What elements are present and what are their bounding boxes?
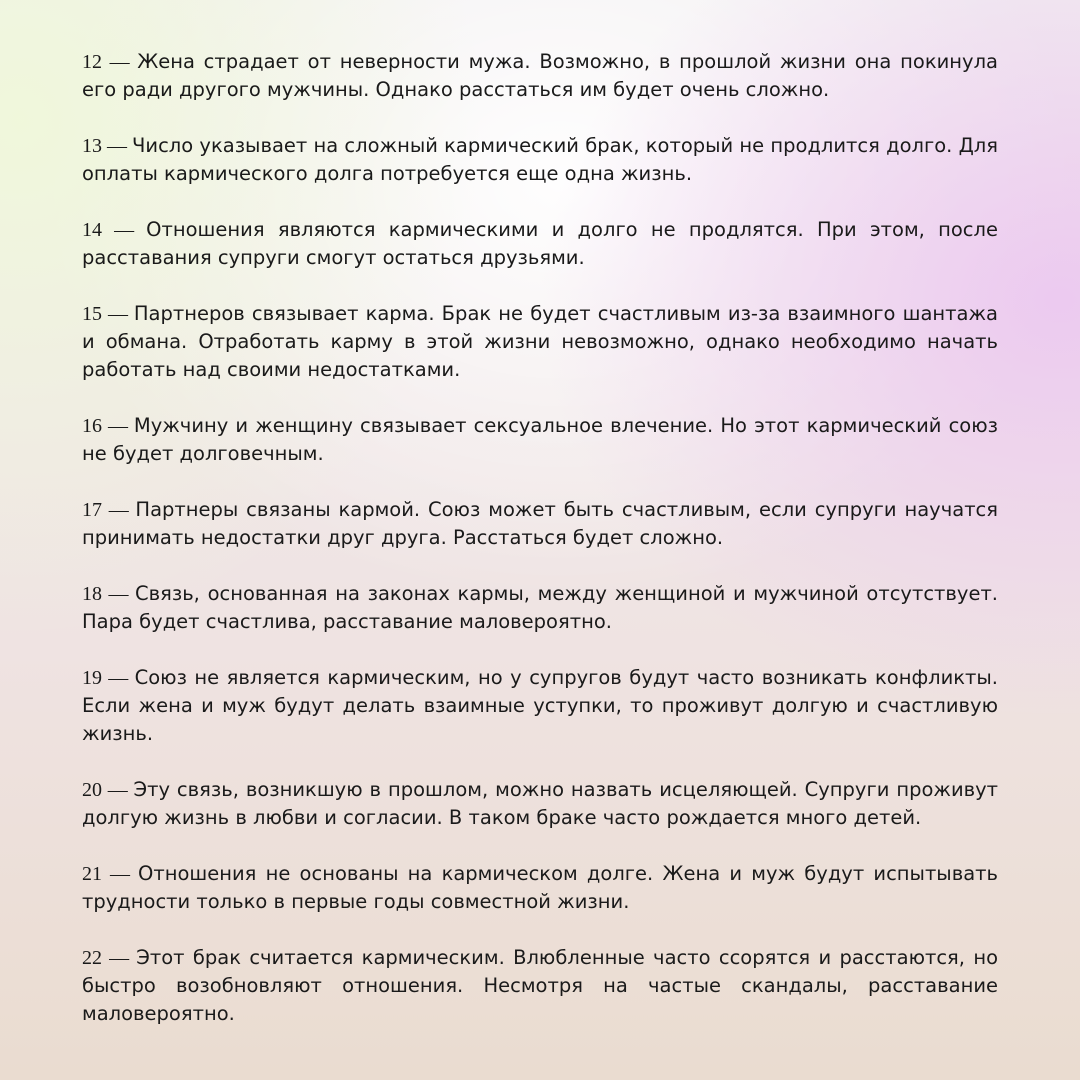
entry-dash: — bbox=[102, 779, 134, 801]
entry-18 bbox=[82, 580, 998, 636]
entry-dash: — bbox=[102, 51, 138, 73]
entry-dash: — bbox=[102, 863, 139, 885]
entry-number: 21 bbox=[82, 863, 102, 885]
entry-number: 19 bbox=[82, 667, 102, 689]
entry-dash: — bbox=[102, 667, 135, 689]
entry-dash: — bbox=[102, 947, 137, 969]
entry-17 bbox=[82, 496, 998, 552]
entry-22 bbox=[82, 944, 998, 1028]
entry-12 bbox=[82, 48, 998, 104]
entry-number: 17 bbox=[82, 499, 102, 521]
entry-13 bbox=[82, 132, 998, 188]
entry-text: Партнеры связаны кармой. Союз может быть счастливым, если супруги научатся принимать недостатки друг друга. Расстаться будет сложно. bbox=[82, 498, 999, 549]
entry-text: Отношения не основаны на кармическом долге. Жена и муж будут испытывать трудности только в первые годы совместной жизни. bbox=[82, 862, 999, 913]
entry-20 bbox=[82, 776, 998, 832]
entry-number: 20 bbox=[82, 779, 102, 801]
entry-21 bbox=[82, 860, 998, 916]
entry-15 bbox=[82, 300, 998, 384]
entry-text: Отношения являются кармическими и долго не продлятся. При этом, после расставания супруги смогут остаться друзьями. bbox=[82, 218, 998, 269]
entry-text: Мужчину и женщину связывает сексуальное влечение. Но этот кармический союз не будет долговечным. bbox=[82, 414, 998, 465]
entry-text: Число указывает на сложный кармический брак, который не продлится долго. Для оплаты кармического долга потребуется еще одна жизнь. bbox=[82, 134, 998, 185]
document-body bbox=[82, 48, 998, 1056]
entry-16 bbox=[82, 412, 998, 468]
entry-dash: — bbox=[102, 219, 147, 241]
entry-number: 14 bbox=[82, 219, 102, 241]
entry-dash: — bbox=[102, 415, 134, 437]
entry-dash: — bbox=[102, 303, 134, 325]
entry-14 bbox=[82, 216, 998, 272]
entry-dash: — bbox=[102, 135, 133, 157]
entry-number: 18 bbox=[82, 583, 102, 605]
entry-number: 15 bbox=[82, 303, 102, 325]
entry-dash: — bbox=[102, 583, 135, 605]
entry-text: Этот брак считается кармическим. Влюбленные часто ссорятся и расстаются, но быстро возобновляют отношения. Несмотря на частые скандалы, расставание маловероятно. bbox=[82, 946, 998, 1025]
entry-number: 13 bbox=[82, 135, 102, 157]
entry-text: Партнеров связывает карма. Брак не будет счастливым из-за взаимного шантажа и обмана. Отработать карму в этой жизни невозможно, однако необходимо начать работать над своими недостатками. bbox=[82, 302, 998, 381]
entry-text: Жена страдает от неверности мужа. Возможно, в прошлой жизни она покинула его ради другого мужчины. Однако расстаться им будет очень сложно. bbox=[82, 50, 998, 101]
entry-dash: — bbox=[102, 499, 136, 521]
entry-number: 16 bbox=[82, 415, 102, 437]
entry-19 bbox=[82, 664, 998, 748]
entry-text: Союз не является кармическим, но у супругов будут часто возникать конфликты. Если жена и муж будут делать взаимные уступки, то проживут долгую и счастливую жизнь. bbox=[82, 666, 999, 745]
entry-text: Эту связь, возникшую в прошлом, можно назвать исцеляющей. Супруги проживут долгую жизнь в любви и согласии. В таком браке часто рождается много детей. bbox=[82, 778, 999, 829]
entry-number: 22 bbox=[82, 947, 102, 969]
entry-text: Связь, основанная на законах кармы, между женщиной и мужчиной отсутствует. Пара будет счастлива, расставание маловероятно. bbox=[82, 582, 998, 633]
entry-number: 12 bbox=[82, 51, 102, 73]
